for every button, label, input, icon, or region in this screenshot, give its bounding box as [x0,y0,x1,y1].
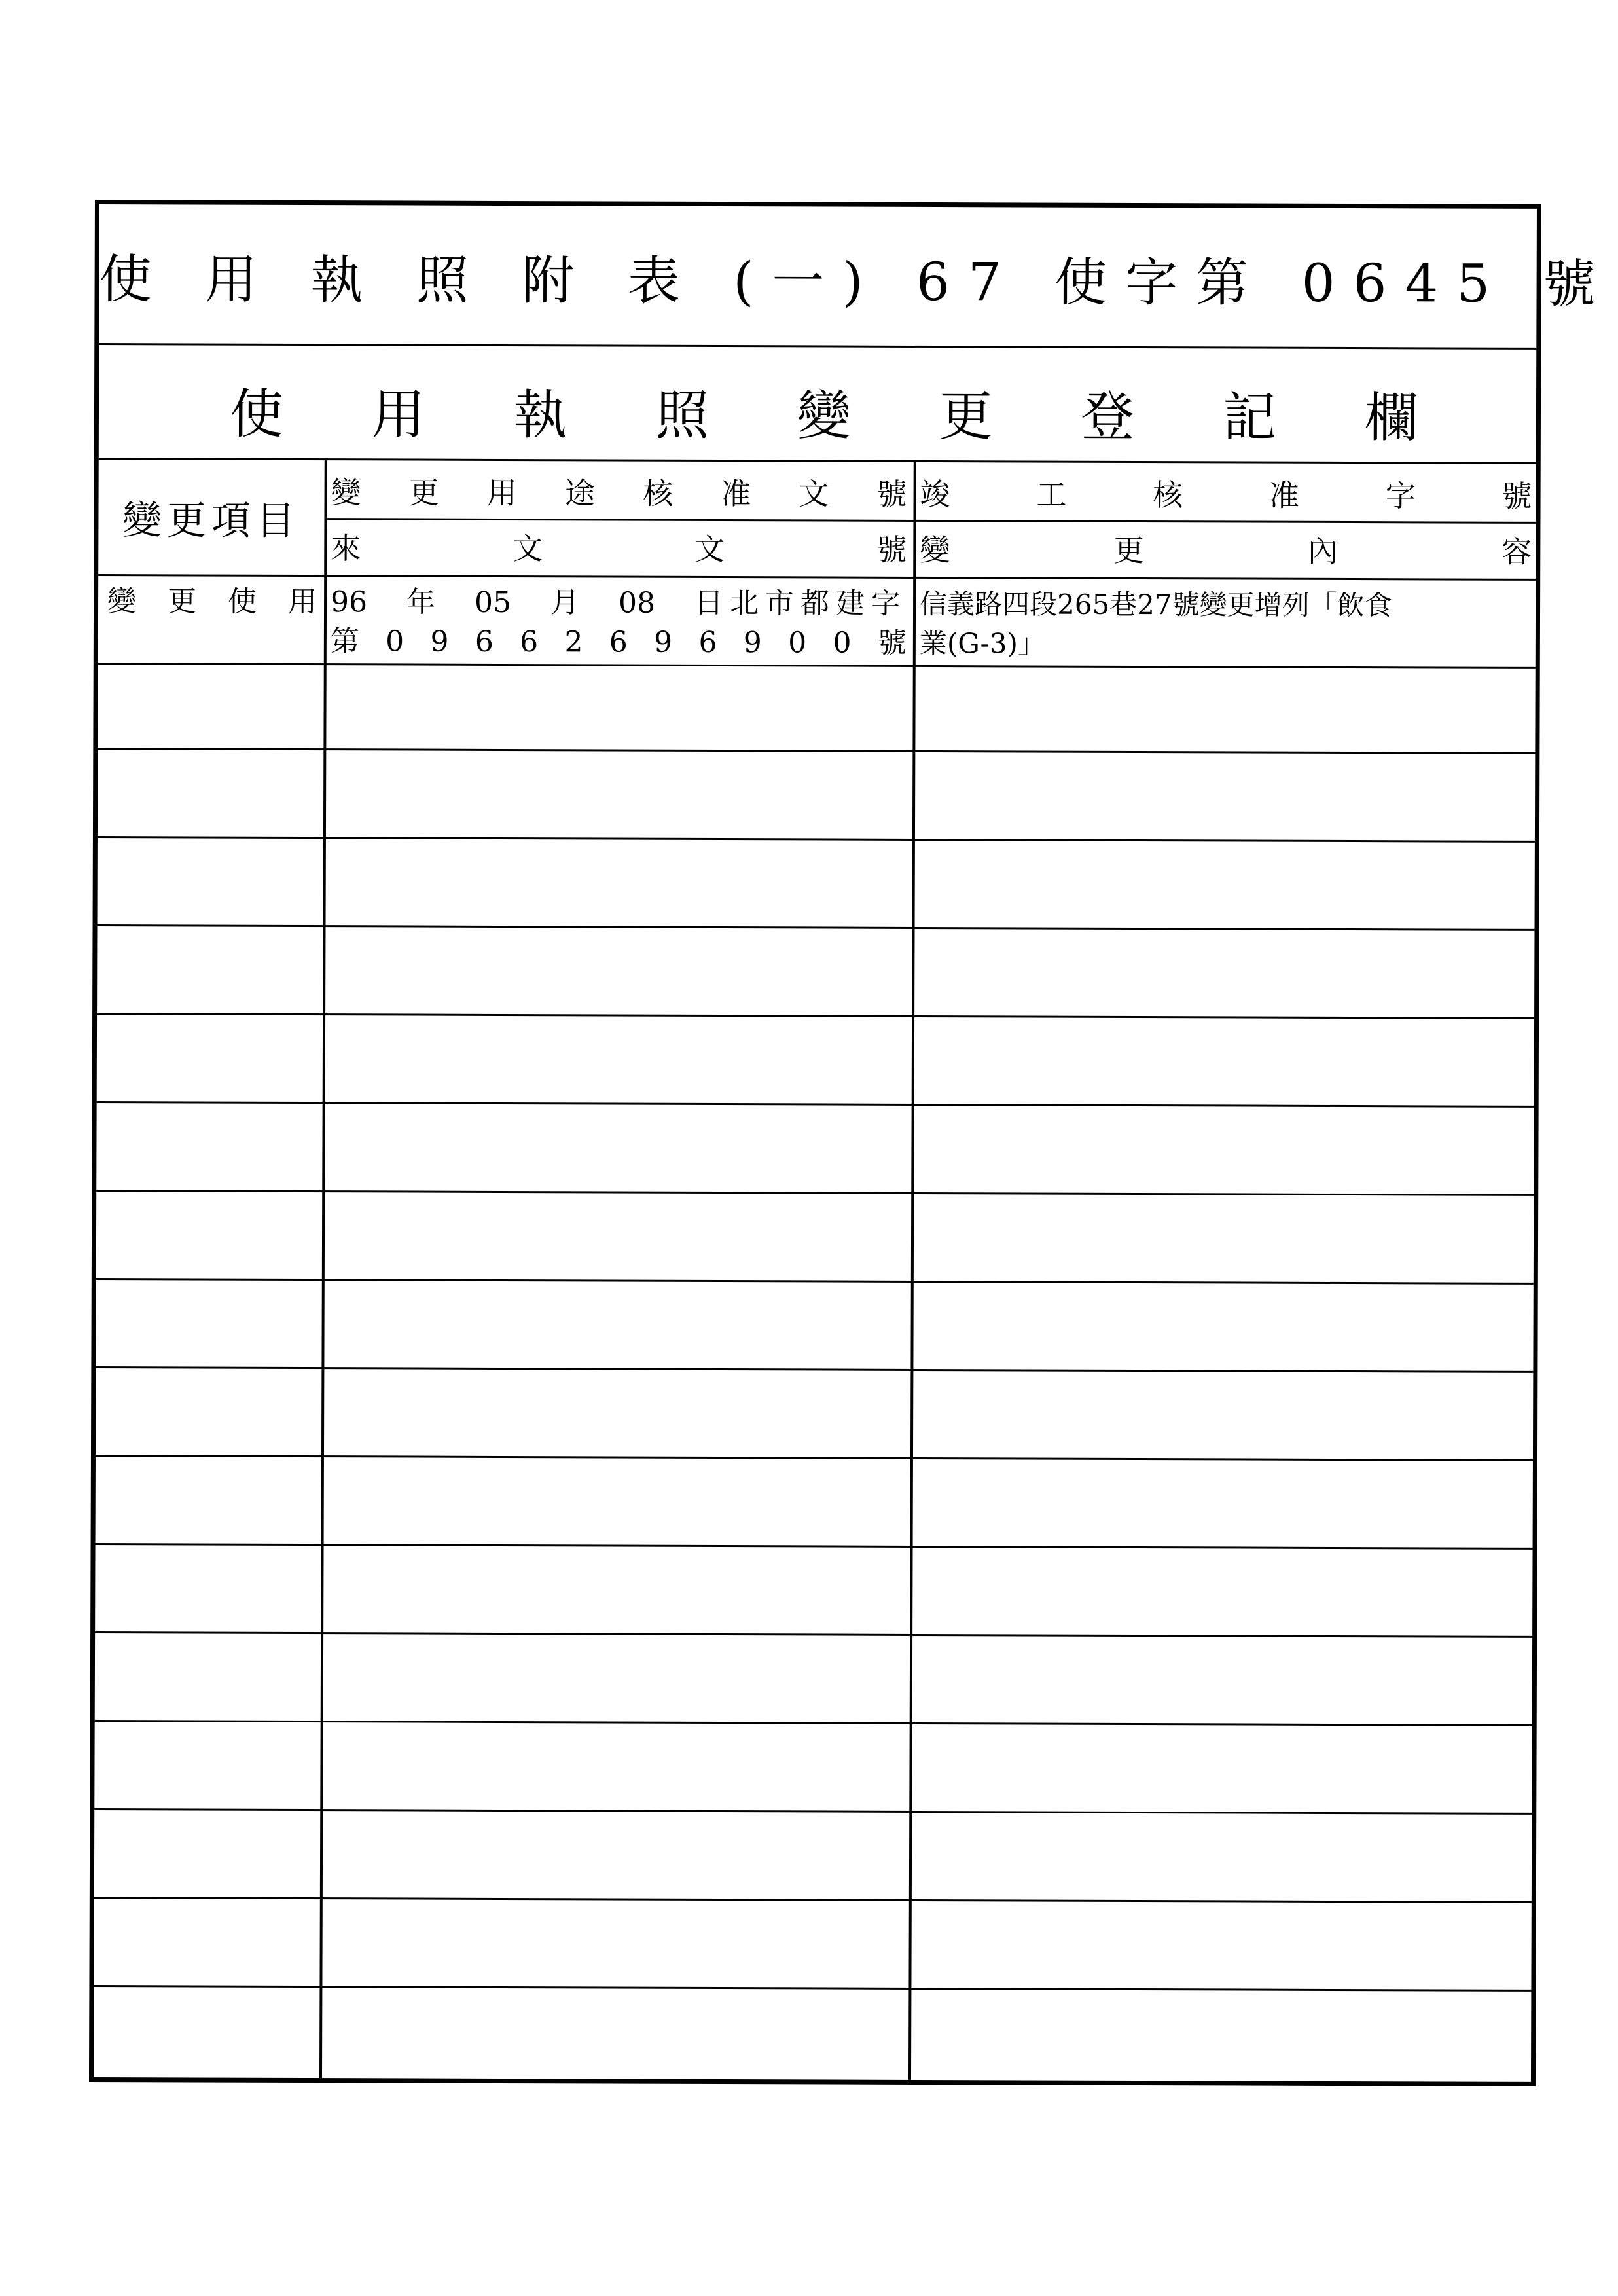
row-line [94,1897,1532,1903]
entry-bottom-line [98,663,1536,669]
column-divider-2 [908,462,916,2080]
header-incoming-doc: 來 文 文 號 [331,530,907,568]
column-divider-1 [319,460,327,2078]
row-line [98,836,1535,843]
entry-content-line-2: 業(G-3)」 [919,627,1045,660]
row-line [96,1278,1534,1285]
subtitle-char: 欄 [1364,387,1419,450]
row-line [96,1190,1534,1196]
subtitle-char: 記 [1222,386,1277,449]
row-line [94,1985,1531,1992]
header-approval-doc: 變 更 用 途 核 准 文 號 [331,475,907,512]
entry-item: 變 更 使 用 [107,585,317,619]
subtitle-char: 變 [797,385,852,448]
subtitle-char: 執 [513,384,567,447]
row-line [96,1543,1533,1550]
header-completion-approval: 竣 工 核 准 字 號 [920,476,1532,514]
subtitle-char: 用 [371,384,425,446]
entry-content-line-1: 信義路四段265巷27號變更增列「飲食 [919,587,1392,622]
form-subtitle [230,372,1418,452]
row-line [98,748,1535,754]
subtitle-char: 更 [939,386,993,448]
subtitle-char: 使 [229,383,284,446]
subtitle-char: 照 [655,384,710,447]
row-line [97,1101,1534,1108]
form-subtitle-row [99,345,1537,464]
row-line [95,1631,1532,1638]
usage-permit-form [89,200,1614,2086]
row-line [95,1720,1532,1726]
header-change-content: 變 更 內 容 [920,532,1532,570]
header-change-item: 變更項目 [122,497,301,544]
row-line [96,1366,1533,1373]
entry-doc-line-2: 第 0 9 6 6 2 6 9 6 9 0 0 號 [330,625,907,660]
form-title: 使 用 執 照 附 表 (一) 67 使字第 0645 號 [99,249,1614,315]
entry-doc-line-1: 96 年 05 月 08 日北市都建字 [330,585,907,621]
row-line [97,1013,1534,1019]
row-line [96,1455,1533,1461]
row-line [94,1808,1532,1815]
row-line [98,924,1535,931]
subtitle-char: 登 [1081,386,1135,448]
form-title-row [99,204,1614,350]
